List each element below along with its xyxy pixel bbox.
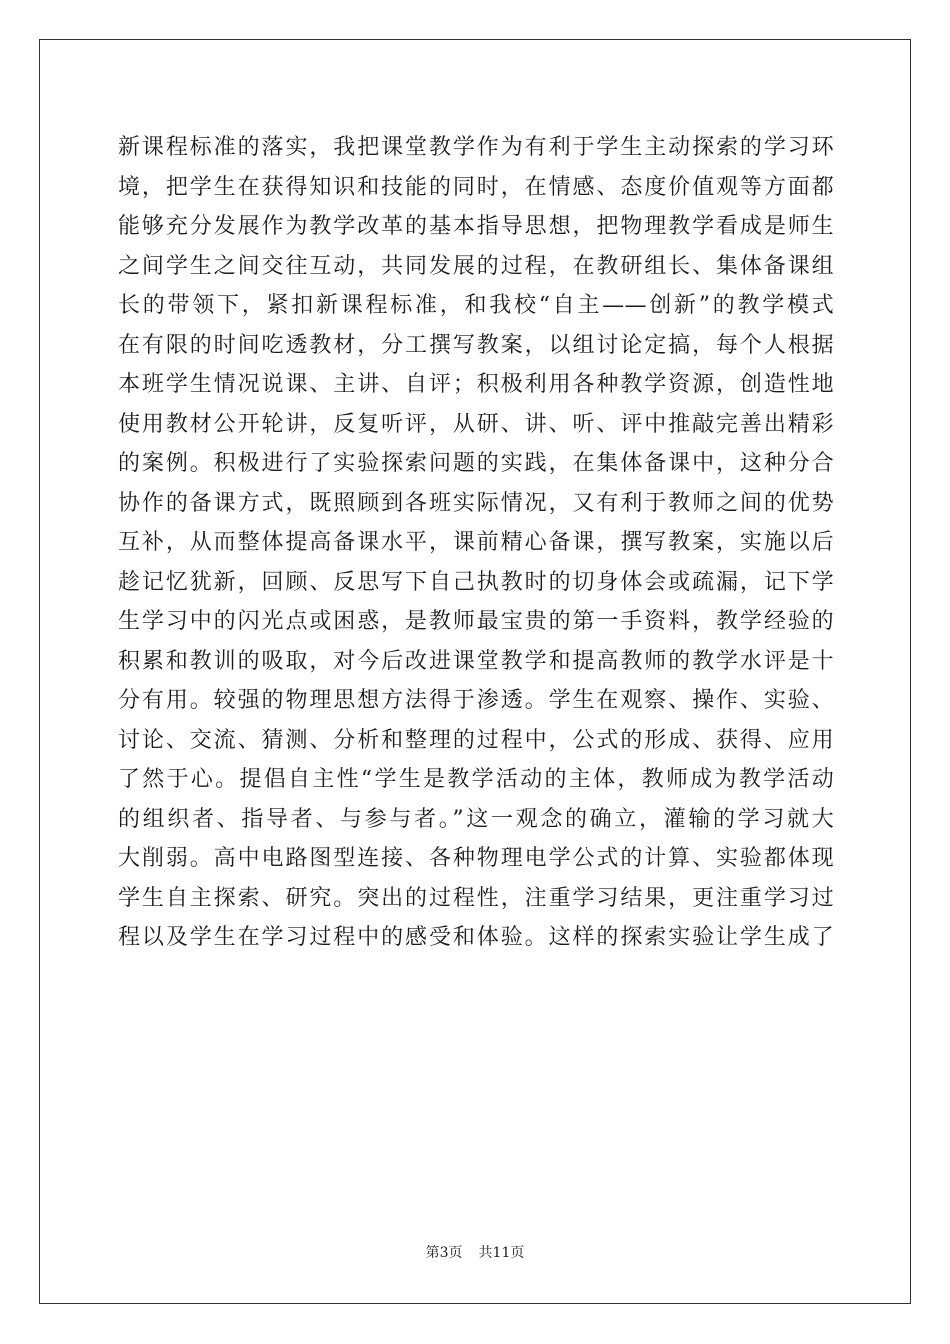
page-total: 共11页 — [478, 1245, 525, 1261]
text-line: 分有用。较强的物理思想方法得于渗透。学生在观察、操作、实验、 — [118, 688, 834, 713]
text-line: 本班学生情况说课、主讲、自评；积极利用各种教学资源，创造性地 — [118, 372, 834, 397]
text-line: 之间学生之间交往互动，共同发展的过程，在教研组长、集体备课组 — [118, 253, 834, 279]
text-line: 长的带领下，紧扣新课程标准，和我校“自主——创新”的教学模式 — [118, 293, 834, 318]
text-line: 能够充分发展作为教学改革的基本指导思想，把物理教学看成是师生 — [118, 214, 834, 239]
text-line: 境，把学生在获得知识和技能的同时，在情感、态度价值观等方面都 — [118, 174, 834, 200]
text-line: 讨论、交流、猜测、分析和整理的过程中，公式的形成、获得、应用 — [118, 727, 834, 753]
text-line: 程以及学生在学习过程中的感受和体验。这样的探索实验让学生成了 — [118, 925, 834, 950]
text-line: 生学习中的闪光点或困惑，是教师最宝贵的第一手资料，教学经验的 — [118, 609, 834, 634]
text-line: 积累和教训的吸取，对今后改进课堂教学和提高教师的教学水评是十 — [118, 648, 834, 674]
text-line: 互补，从而整体提高备课水平，课前精心备课，撰写教案，实施以后 — [118, 530, 834, 555]
text-line: 在有限的时间吃透教材，分工撰写教案，以组讨论定搞，每个人根据 — [118, 332, 834, 358]
text-line: 协作的备课方式，既照顾到各班实际情况，又有利于教师之间的优势 — [118, 490, 834, 516]
page-number: 第3页 — [425, 1245, 463, 1261]
text-line: 学生自主探索、研究。突出的过程性，注重学习结果，更注重学习过 — [118, 885, 834, 911]
page-footer — [0, 1244, 950, 1262]
text-line: 了然于心。提倡自主性“学生是教学活动的主体，教师成为教学活动 — [118, 767, 834, 792]
text-line: 大削弱。高中电路图型连接、各种物理电学公式的计算、实验都体现 — [118, 846, 834, 871]
text-line: 新课程标准的落实，我把课堂教学作为有利于学生主动探索的学习环 — [118, 135, 834, 160]
text-line: 的案例。积极进行了实验探索问题的实践，在集体备课中，这种分合 — [118, 451, 834, 476]
text-line: 使用教材公开轮讲，反复听评，从研、讲、听、评中推敲完善出精彩 — [118, 411, 834, 437]
document-body — [118, 128, 834, 958]
text-line: 趁记忆犹新，回顾、反思写下自己执教时的切身体会或疏漏，记下学 — [118, 569, 834, 595]
text-line: 的组织者、指导者、与参与者。”这一观念的确立，灌输的学习就大 — [118, 806, 834, 832]
